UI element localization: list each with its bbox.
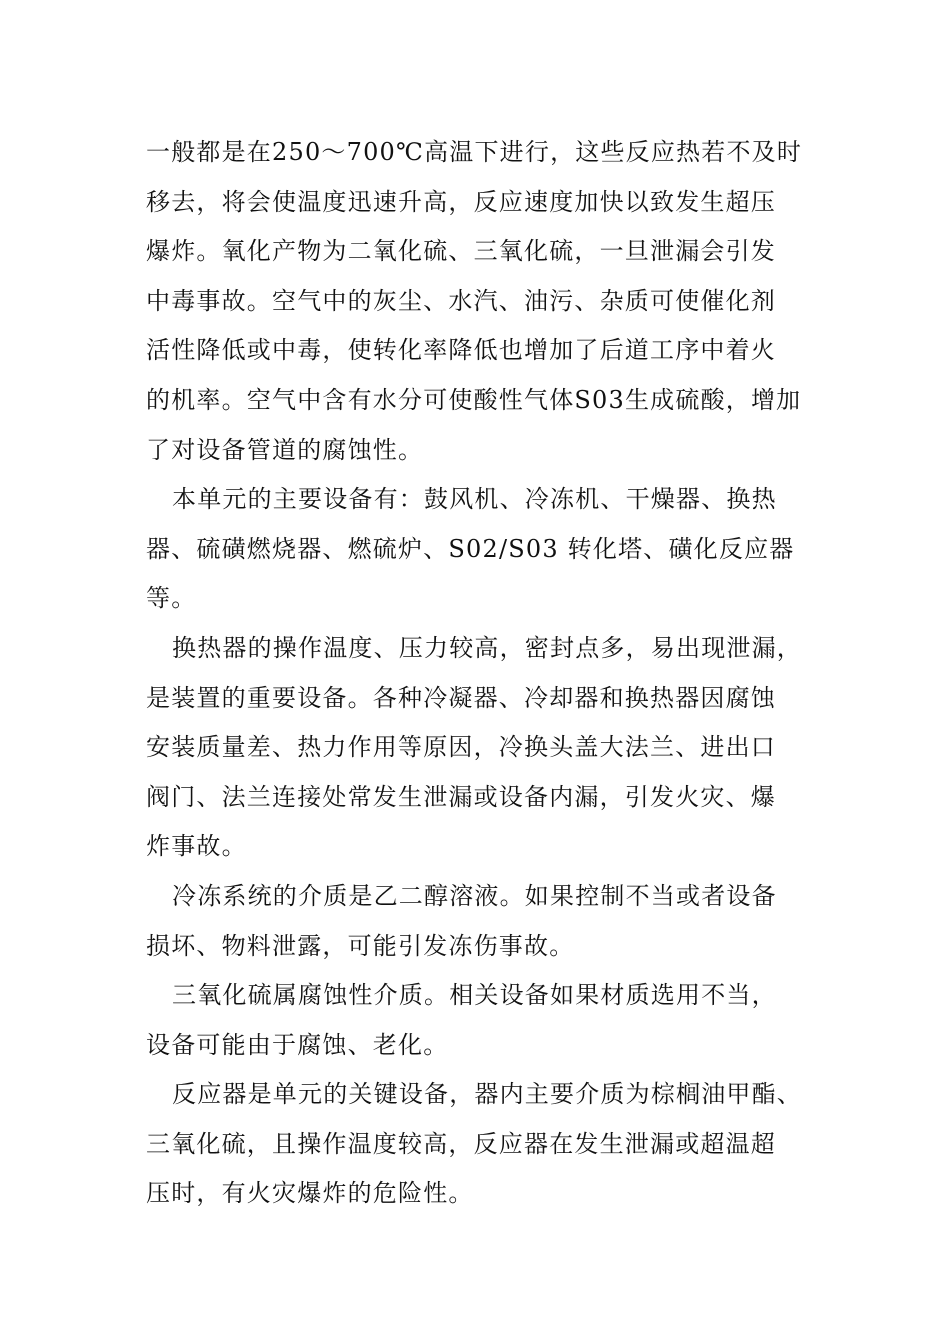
paragraph-first-line: 本单元的主要设备有：鼓风机、冷冻机、干燥器、换热 [172, 485, 777, 514]
document-body [146, 128, 836, 1219]
paragraph-first-line: 换热器的操作温度、压力较高，密封点多，易出现泄漏， [172, 633, 802, 662]
paragraph-first-line: 三氧化硫属腐蚀性介质。相关设备如果材质选用不当， [172, 981, 777, 1010]
text-line: 损坏、物料泄露，可能引发冻伤事故。 [146, 931, 575, 960]
text-line: 炸事故。 [146, 832, 247, 861]
text-line: 中毒事故。空气中的灰尘、水汽、油污、杂质可使催化剂 [146, 286, 776, 315]
text-line: 三氧化硫，且操作温度较高，反应器在发生泄漏或超温超 [146, 1129, 776, 1158]
text-line: 一般都是在250～700℃高温下进行，这些反应热若不及时 [146, 138, 803, 166]
paragraph-first-line: 冷冻系统的介质是乙二醇溶液。如果控制不当或者设备 [172, 881, 777, 910]
text-line: 安装质量差、热力作用等原因，冷换头盖大法兰、进出口 [146, 733, 776, 762]
text-line: 阀门、法兰连接处常发生泄漏或设备内漏，引发火灾、爆 [146, 782, 776, 811]
text-line: 了对设备管道的腐蚀性。 [146, 435, 424, 464]
text-line: 活性降低或中毒，使转化率降低也增加了后道工序中着火 [146, 336, 776, 365]
text-line: 设备可能由于腐蚀、老化。 [146, 1030, 449, 1059]
text-line: 的机率。空气中含有水分可使酸性气体S03生成硫酸，增加 [146, 385, 802, 414]
text-line: 爆炸。氧化产物为二氧化硫、三氧化硫，一旦泄漏会引发 [146, 237, 776, 266]
paragraph-first-line: 反应器是单元的关键设备，器内主要介质为棕榈油甲酯、 [172, 1080, 802, 1109]
text-line: 压时，有火灾爆炸的危险性。 [146, 1179, 474, 1208]
text-line: 等。 [146, 584, 197, 613]
text-line: 是装置的重要设备。各种冷凝器、冷却器和换热器因腐蚀 [146, 683, 776, 712]
text-line: 器、硫磺燃烧器、燃硫炉、S02/S03 转化塔、磺化反应器 [146, 534, 795, 563]
text-line: 移去，将会使温度迅速升高，反应速度加快以致发生超压 [146, 187, 776, 216]
